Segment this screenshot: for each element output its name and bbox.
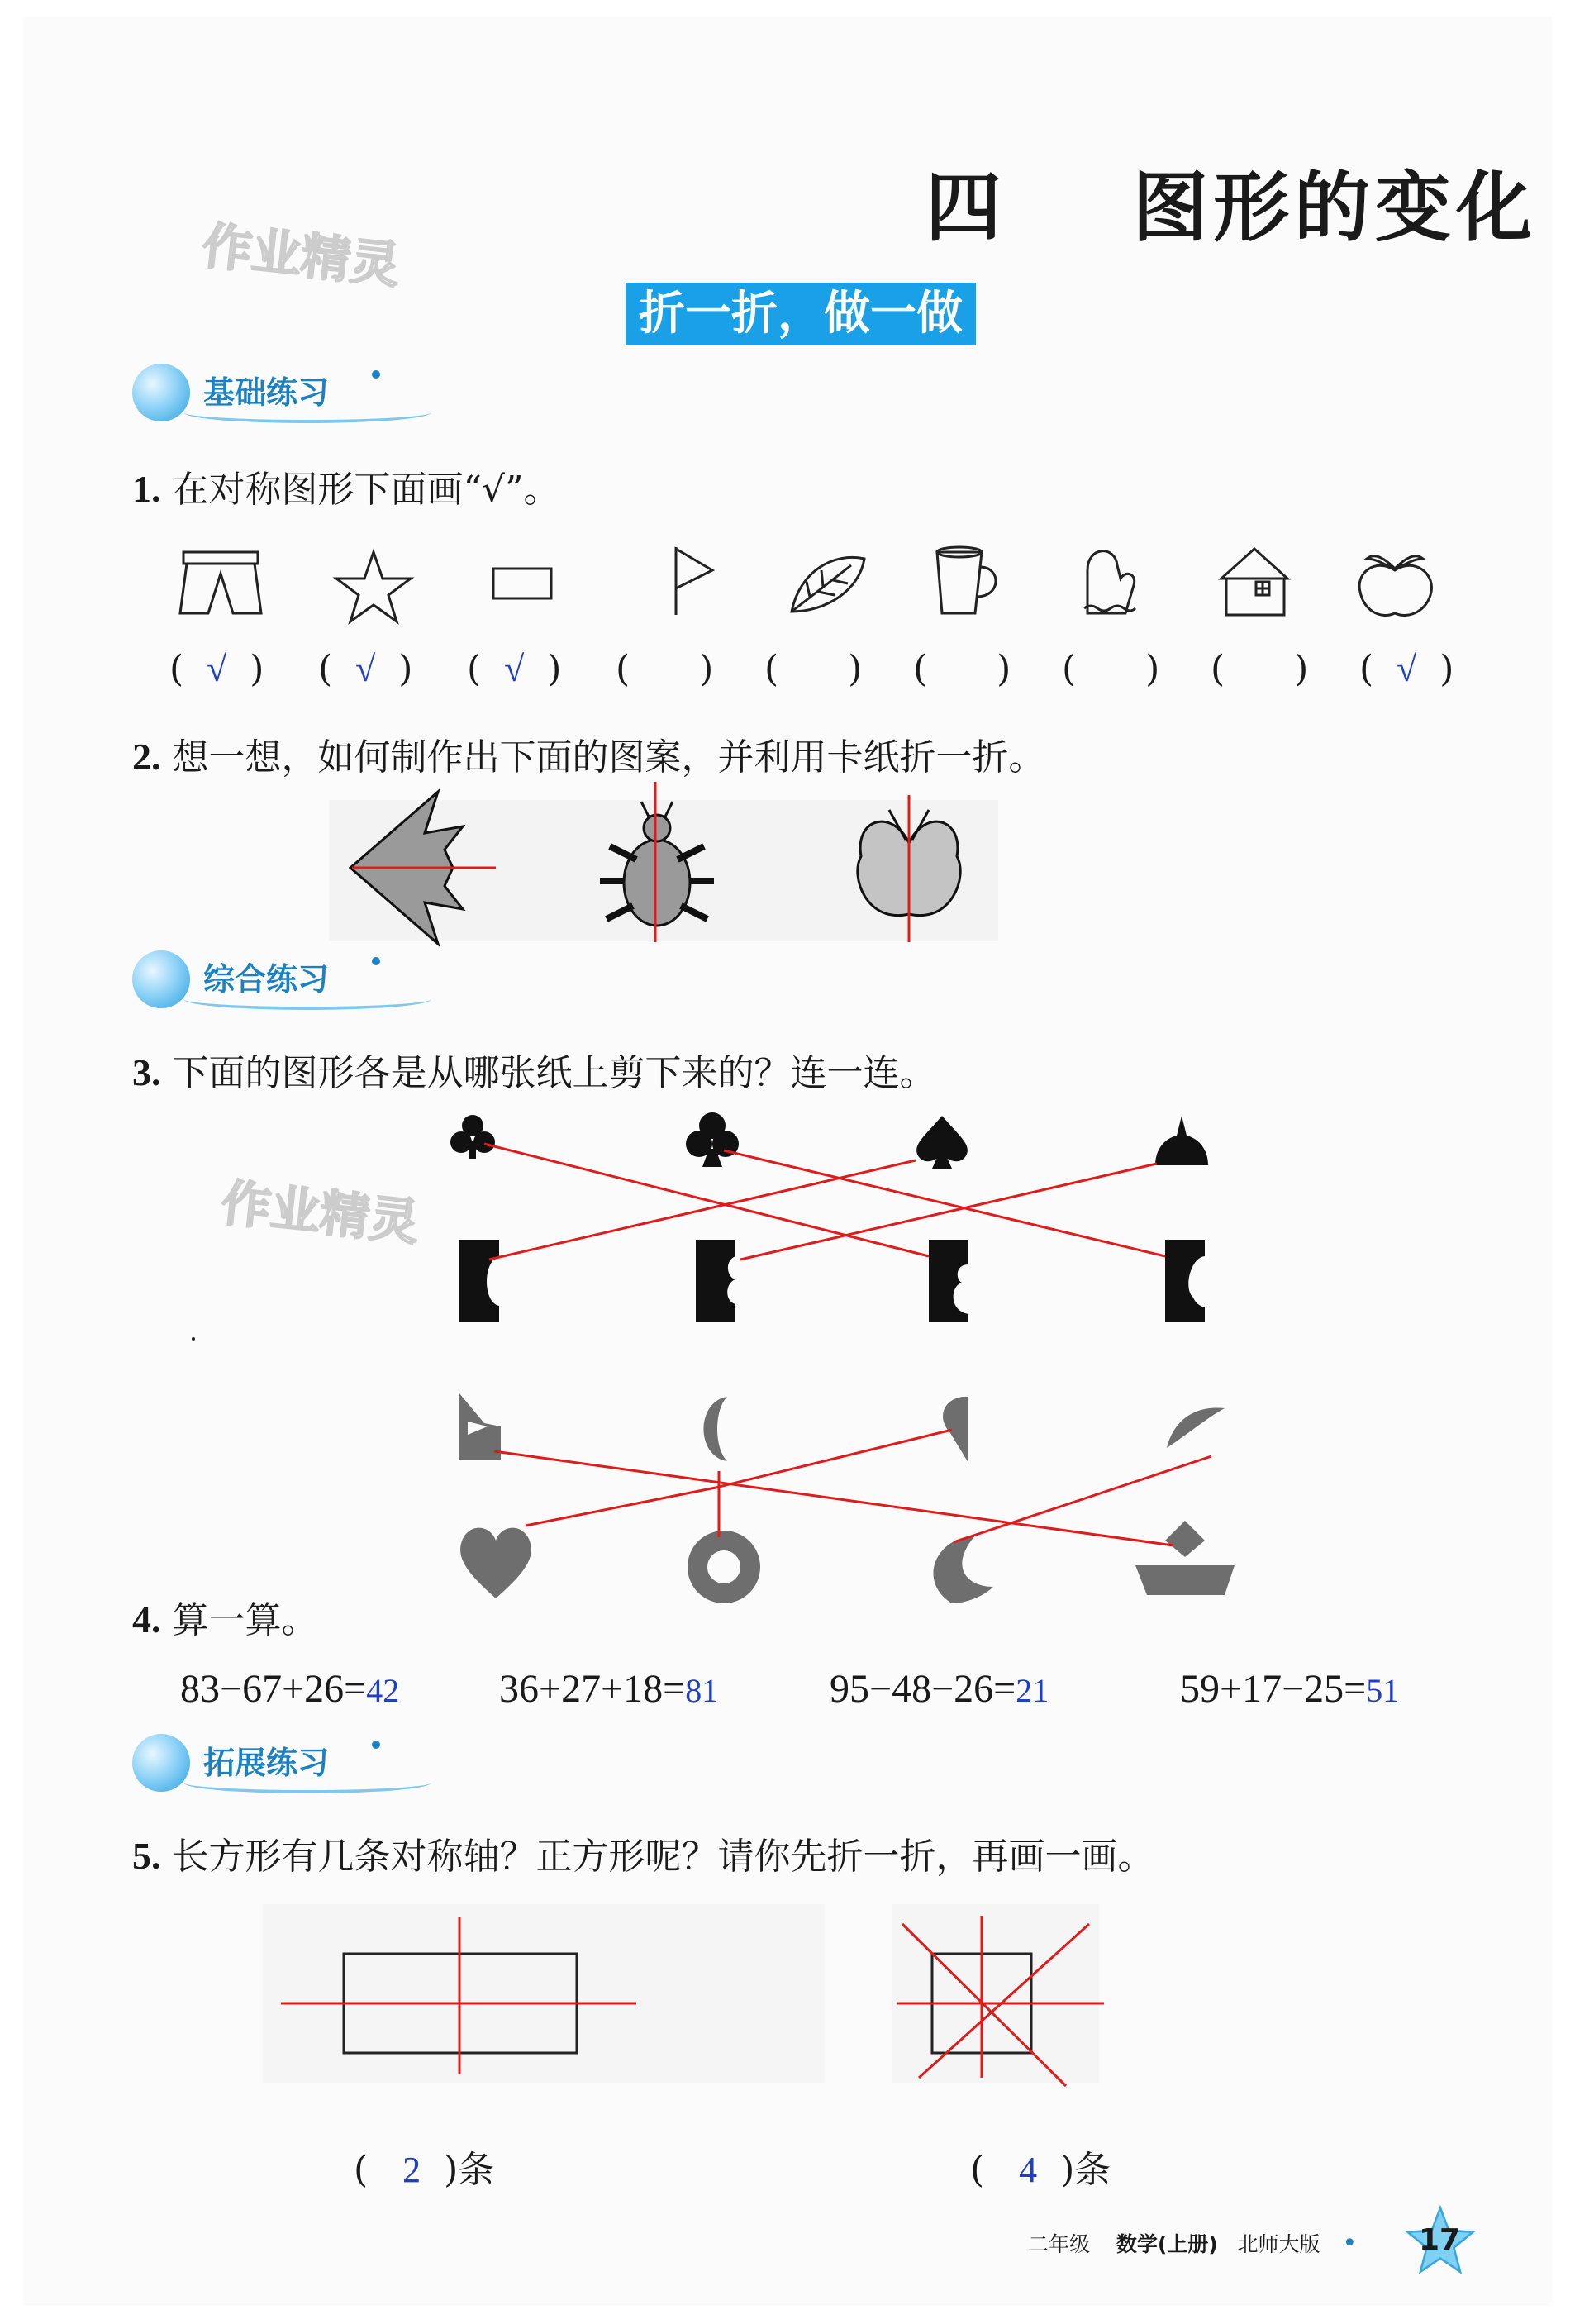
watermark: 作业精灵 (199, 217, 403, 296)
footer-info: 二年级 数学(上册) 北师大版 • (1028, 2229, 1358, 2258)
question-text: 想一想，如何制作出下面的图案，并利用卡纸折一折。 (172, 736, 1045, 779)
question-text: 长方形有几条对称轴？正方形呢？请你先折一折，再画一画。 (172, 1836, 1154, 1878)
equation: 59+17−25=51 (1180, 1667, 1400, 1711)
question-number: 4. (132, 1598, 161, 1641)
lesson-title: 折一折，做一做 (626, 283, 976, 345)
footer-grade: 二年级 (1028, 2232, 1091, 2256)
answer-blank[interactable]: ( ) (616, 648, 714, 690)
footer-subject: 数学(上册) (1116, 2232, 1218, 2256)
equation-answer[interactable]: 42 (366, 1672, 400, 1709)
answer-blank[interactable]: ( √ ) (169, 648, 264, 690)
chapter-title: 四 图形的变化 (925, 163, 1538, 252)
answer-blank[interactable]: ( ) (913, 648, 1011, 690)
section-comprehensive-label: 综合练习 (203, 961, 330, 998)
equation: 95−48−26=21 (830, 1667, 1049, 1711)
question-text: 在对称图形下面画“√”。 (172, 469, 560, 511)
equation-answer[interactable]: 51 (1366, 1672, 1400, 1709)
rect-answer-blank[interactable]: ( 2 )条 (353, 2149, 495, 2191)
answer-blank[interactable]: ( √ ) (1359, 648, 1454, 690)
question-number: 5. (132, 1835, 161, 1877)
section-basic-label: 基础练习 (203, 374, 330, 411)
equation-answer[interactable]: 81 (685, 1672, 719, 1709)
equation-answer[interactable]: 21 (1016, 1672, 1049, 1709)
square-answer-blank[interactable]: ( 4 )条 (969, 2149, 1111, 2191)
watermark: 作业精灵 (218, 1174, 422, 1253)
equation: 83−67+26=42 (180, 1667, 400, 1711)
question-text: 算一算。 (172, 1599, 318, 1641)
question-text: 下面的图形各是从哪张纸上剪下来的？连一连。 (172, 1052, 936, 1094)
equation: 36+27+18=81 (499, 1667, 719, 1711)
answer-blank[interactable]: ( ) (764, 648, 863, 690)
answer-blank[interactable]: ( ) (1211, 648, 1309, 690)
answer-blank[interactable]: ( ) (1062, 648, 1160, 690)
answer-blank[interactable]: ( √ ) (467, 648, 562, 690)
section-extended-label: 拓展练习 (203, 1745, 330, 1781)
question-number: 3. (132, 1051, 161, 1093)
question-number: 1. (132, 468, 161, 510)
page-number: 17 (1418, 2223, 1461, 2257)
footer-edition: 北师大版 (1237, 2232, 1320, 2256)
answer-blank[interactable]: ( √ ) (318, 648, 413, 690)
question-number: 2. (132, 736, 161, 778)
